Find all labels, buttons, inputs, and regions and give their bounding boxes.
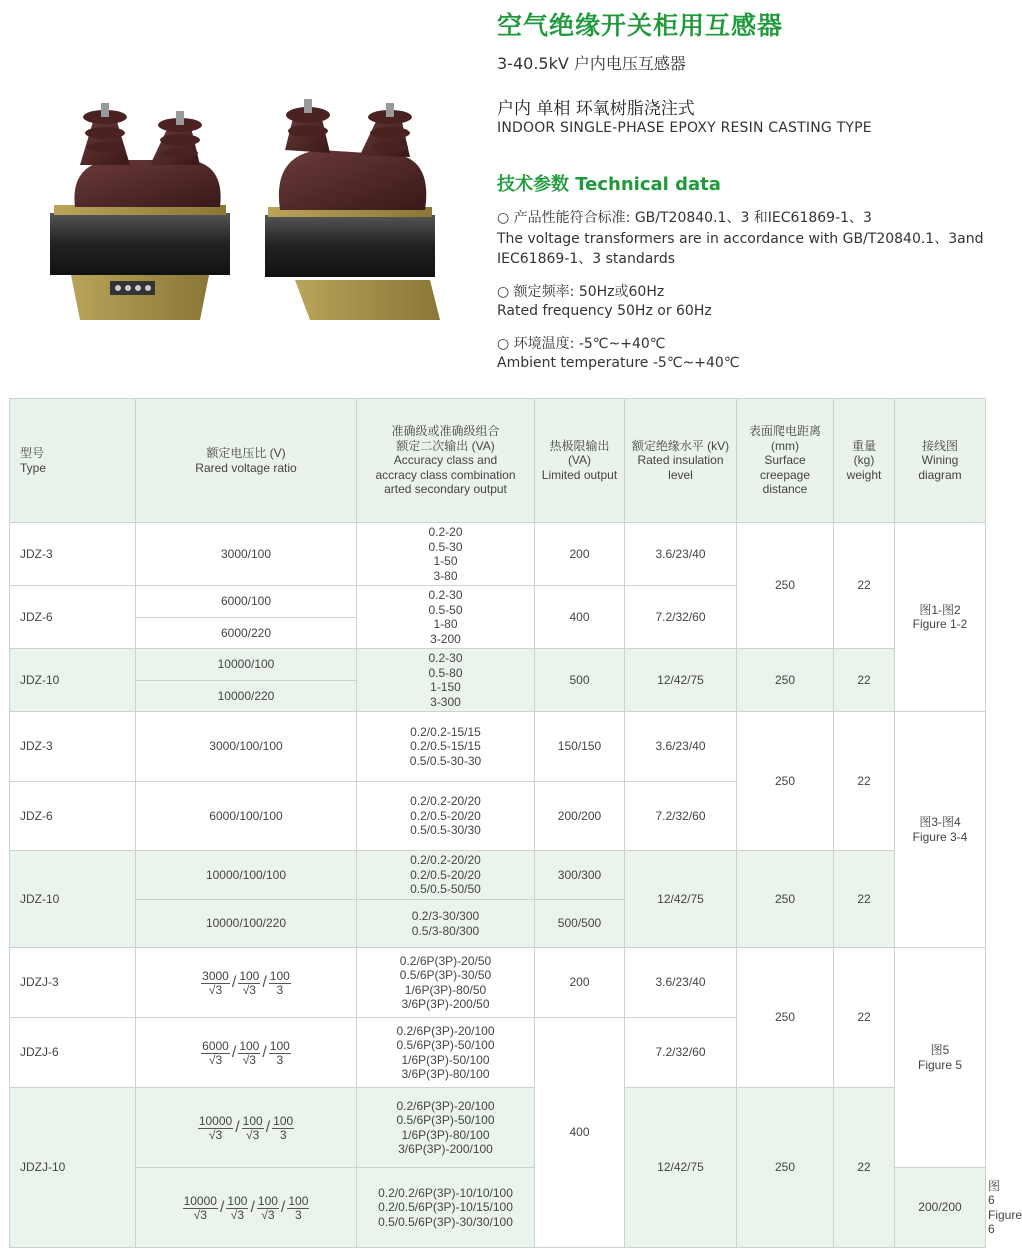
creepage-cell: 250 [737,948,834,1088]
standard-cn: ○ 产品性能符合标准: GB/T20840.1、3 和IEC61869-1、3 [497,210,872,226]
insulation-cell: 12/42/75 [625,1088,737,1248]
accuracy-cell: 0.2/0.2/6P(3P)-10/10/100 0.2/0.5/6P(3P)-10/15/100 0.5/0.5/6P(3P)-30/30/100 [357,1168,535,1248]
accuracy-cell: 0.2/0.2-15/15 0.2/0.5-15/15 0.5/0.5-30-30 [357,712,535,782]
col-weight: 重量 (kg) weight [834,399,895,523]
insulation-cell: 3.6/23/40 [625,712,737,782]
frequency-cn: ○ 额定频率: 50Hz或60Hz [497,284,665,300]
page-title: 空气绝缘开关柜用互感器 [497,11,784,40]
thermal-cell: 200 [535,948,625,1018]
ratio-cell: 6000/220 [136,618,357,649]
ratio-cell: 10000/100 [136,649,357,681]
temperature-cn: ○ 环境温度: -5℃~+40℃ [497,336,666,352]
ratio-cell: $\frac{10000}{√3}$ / $\frac{100}{√3}$ / $\frac{100}{√3}$ / $\frac{100}{3}$ [136,1168,357,1248]
wiring-cell: 图3-图4 Figure 3-4 [895,712,986,948]
type-cell: JDZ-3 [10,712,136,782]
weight-cell: 22 [834,948,895,1088]
col-thermal: 热极限输出 (VA) Limited output [535,399,625,523]
insulation-cell: 7.2/32/60 [625,586,737,649]
insulation-cell: 12/42/75 [625,851,737,948]
type-cell: JDZ-6 [10,782,136,851]
col-type: 型号 Type [10,399,136,523]
insulation-cell: 3.6/23/40 [625,523,737,586]
accuracy-cell: 0.2/6P(3P)-20/50 0.5/6P(3P)-30/50 1/6P(3P)-80/50 3/6P(3P)-200/50 [357,948,535,1018]
transformer-image-left [50,103,230,320]
accuracy-cell: 0.2-20 0.5-30 1-50 3-80 [357,523,535,586]
ratio-cell: 6000/100 [136,586,357,618]
table-row [10,712,986,782]
product-photo [40,95,460,330]
accuracy-cell: 0.2/0.2-20/20 0.2/0.5-20/20 0.5/0.5-50/50 [357,851,535,900]
thermal-cell: 200 [535,523,625,586]
ratio-cell: 3000/100/100 [136,712,357,782]
technical-data-heading: 技术参数 Technical data [497,174,721,195]
creepage-cell: 250 [737,851,834,948]
thermal-cell: 200/200 [535,782,625,851]
frequency-en: Rated frequency 50Hz or 60Hz [497,303,712,319]
thermal-cell: 300/300 [535,851,625,900]
insulation-cell: 7.2/32/60 [625,1018,737,1088]
accuracy-cell: 0.2/0.2-20/20 0.2/0.5-20/20 0.5/0.5-30/30 [357,782,535,851]
insulation-cell: 3.6/23/40 [625,948,737,1018]
ratio-cell: 3000/100 [136,523,357,586]
type-chinese: 户内 单相 环氧树脂浇注式 [497,99,695,119]
spec-table [9,398,1022,1248]
type-cell: JDZJ-10 [10,1088,136,1248]
type-cell: JDZ-10 [10,649,136,712]
insulation-cell: 7.2/32/60 [625,782,737,851]
creepage-cell: 250 [737,523,834,649]
thermal-cell: 150/150 [535,712,625,782]
accuracy-cell: 0.2/3-30/300 0.5/3-80/300 [357,900,535,948]
weight-cell: 22 [834,523,895,649]
ratio-cell: $\frac{6000}{√3}$ / $\frac{100}{√3}$ / $\frac{100}{3}$ [136,1018,357,1088]
table-row [10,649,986,681]
thermal-cell: 500 [535,649,625,712]
type-english: INDOOR SINGLE-PHASE EPOXY RESIN CASTING TYPE [497,120,872,136]
weight-cell: 22 [834,1088,895,1248]
col-creepage: 表面爬电距离 (mm) Surface creepage distance [737,399,834,523]
transformer-image-right [265,99,440,320]
accuracy-cell: 0.2/6P(3P)-20/100 0.5/6P(3P)-50/100 1/6P(3P)-80/100 3/6P(3P)-200/100 [357,1088,535,1168]
ratio-cell: $\frac{10000}{√3}$ / $\frac{100}{√3}$ / $\frac{100}{3}$ [136,1088,357,1168]
type-cell: JDZ-10 [10,851,136,948]
table-row [10,851,986,900]
thermal-cell: 200/200 [895,1168,986,1248]
type-cell: JDZJ-3 [10,948,136,1018]
ratio-cell: 10000/100/220 [136,900,357,948]
table-row: $\frac{10000}{√3}$ / $\frac{100}{√3}$ / $\frac{100}{√3}$ / $\frac{100}{3}$ 0.2/0.2/6P(3P)-10/10/100 0.2/0.5/6P(3P)-10/15/100 0.5/0.5/6P(3P)-30/30/100 200/200 图6 Figure 6 [10,1168,986,1248]
weight-cell: 22 [834,649,895,712]
weight-cell: 22 [834,851,895,948]
insulation-cell: 12/42/75 [625,649,737,712]
header-row [10,399,986,523]
type-cell: JDZ-3 [10,523,136,586]
table-row [10,1088,986,1168]
page-subtitle: 3-40.5kV 户内电压互感器 [497,54,686,73]
thermal-cell: 400 [535,1018,625,1248]
standard-en-line2: IEC61869-1、3 standards [497,251,675,267]
wiring-cell: 图1-图2 Figure 1-2 [895,523,986,712]
standard-en-line1: The voltage transformers are in accordance with GB/T20840.1、3and [497,231,984,247]
accuracy-cell: 0.2-30 0.5-80 1-150 3-300 [357,649,535,712]
col-ratio: 额定电压比 (V) Rared voltage ratio [136,399,357,523]
ratio-cell: 10000/220 [136,681,357,712]
ratio-cell: 6000/100/100 [136,782,357,851]
creepage-cell: 250 [737,1088,834,1248]
col-wiring: 接线图 Wining diagram [895,399,986,523]
col-insulation: 额定绝缘水平 (kV) Rated insulation level [625,399,737,523]
accuracy-cell: 0.2-30 0.5-50 1-80 3-200 [357,586,535,649]
creepage-cell: 250 [737,712,834,851]
weight-cell: 22 [834,712,895,851]
temperature-en: Ambient temperature -5℃~+40℃ [497,355,740,371]
col-accuracy: 准确级或准确级组合 额定二次输出 (VA) Accuracy class and accracy class combination arted secondary output [357,399,535,523]
table-row [10,523,986,586]
creepage-cell: 250 [737,649,834,712]
table-row [10,948,986,1018]
type-cell: JDZ-6 [10,586,136,649]
wiring-cell: 图5 Figure 5 [895,948,986,1168]
type-cell: JDZJ-6 [10,1018,136,1088]
ratio-cell: $\frac{3000}{√3}$ / $\frac{100}{√3}$ / $\frac{100}{3}$ [136,948,357,1018]
thermal-cell: 400 [535,586,625,649]
ratio-cell: 10000/100/100 [136,851,357,900]
thermal-cell: 500/500 [535,900,625,948]
accuracy-cell: 0.2/6P(3P)-20/100 0.5/6P(3P)-50/100 1/6P(3P)-50/100 3/6P(3P)-80/100 [357,1018,535,1088]
